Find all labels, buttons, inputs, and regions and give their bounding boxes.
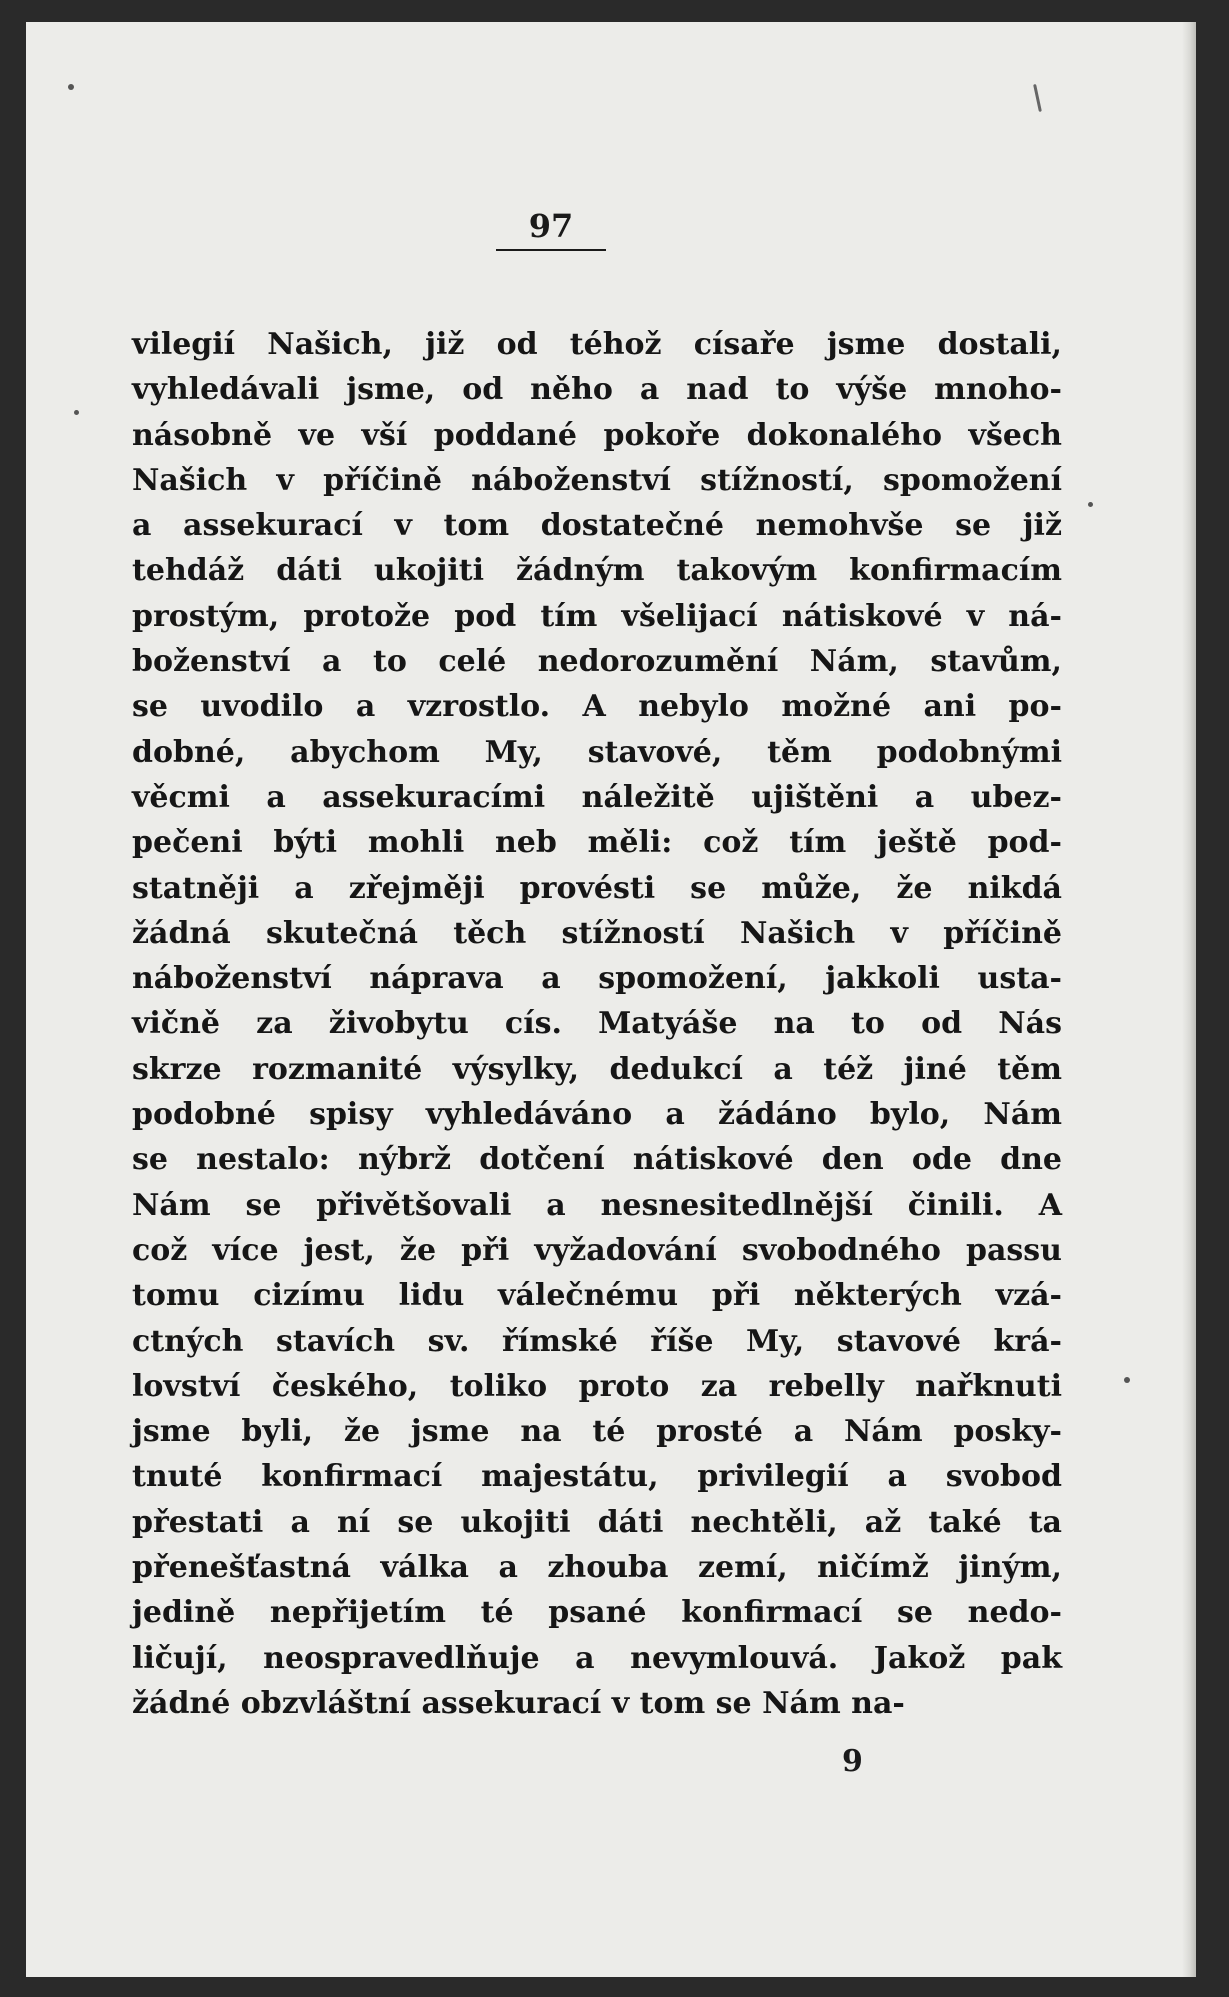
text-line: přenešťastná válka a zhouba zemí, ničímž jiným, — [132, 1550, 1062, 1586]
print-speck — [1088, 502, 1093, 507]
text-line: vilegií Našich, již od téhož císaře jsme dostali, — [132, 327, 1062, 362]
text-line: žádné obzvláštní assekurací v tom se Nám na- — [132, 1685, 905, 1721]
print-speck — [68, 84, 74, 90]
text-line: tnuté konfirmací majestátu, privilegií a svobod — [132, 1459, 1062, 1495]
text-line: jsme byli, že jsme na té prosté a Nám posky- — [132, 1414, 1062, 1450]
text-line: žádná skutečná těch stížností Našich v příčině — [132, 915, 1062, 951]
text-line: tehdáž dáti ukojiti žádným takovým konfirmacím — [132, 553, 1062, 589]
text-line: náboženství náprava a spomožení, jakkoli usta- — [132, 961, 1062, 997]
body-text — [132, 322, 1062, 1726]
text-line: vičně za živobytu cís. Matyáše na to od Nás — [132, 1006, 1062, 1042]
text-line: Nám se přivětšovali a nesnesitedlnější činili. A — [132, 1187, 1062, 1223]
signature-mark: 9 — [842, 1744, 863, 1779]
text-line: ličují, neospravedlňuje a nevymlouvá. Jakož pak — [132, 1640, 1062, 1676]
text-line: věcmi a assekuracími náležitě ujištěni a ubez- — [132, 779, 1062, 815]
text-line: vyhledávali jsme, od něho a nad to výše mnoho- — [132, 372, 1062, 408]
text-line: statněji a zřejměji provésti se může, že nikdá — [132, 870, 1062, 906]
text-line: tomu cizímu lidu válečnému při některých vzá- — [132, 1278, 1062, 1314]
print-speck — [74, 410, 79, 415]
text-line: boženství a to celé nedorozumění Nám, stavům, — [132, 644, 1062, 680]
text-line: lovství českého, toliko proto za rebelly nařknuti — [132, 1368, 1062, 1404]
print-speck — [1124, 1377, 1130, 1383]
text-line: prostým, protože pod tím všelijací nátiskové v ná- — [132, 598, 1062, 634]
text-line: a assekurací v tom dostatečné nemohvše se již — [132, 508, 1062, 544]
text-line: skrze rozmanité výsylky, dedukcí a též jiné těm — [132, 1051, 1062, 1087]
text-line: podobné spisy vyhledáváno a žádáno bylo, Nám — [132, 1097, 1062, 1133]
text-line: ctných stavích sv. římské říše My, stavové krá- — [132, 1323, 1062, 1359]
text-line: přestati a ní se ukojiti dáti nechtěli, až také ta — [132, 1504, 1062, 1540]
text-line: jedině nepřijetím té psané konfirmací se nedo- — [132, 1595, 1062, 1631]
book-page — [26, 22, 1196, 1977]
text-line: se nestalo: nýbrž dotčení nátiskové den ode dne — [132, 1142, 1062, 1178]
text-line: Našich v příčině náboženství stížností, spomožení — [132, 462, 1062, 498]
text-line: což více jest, že při vyžadování svobodného passu — [132, 1232, 1062, 1268]
text-line: dobné, abychom My, stavové, těm podobnými — [132, 734, 1062, 770]
text-line: pečeni býti mohli neb měli: což tím ještě pod- — [132, 825, 1062, 861]
text-line: násobně ve vší poddané pokoře dokonalého všech — [132, 417, 1062, 453]
page-edge-shadow — [1182, 22, 1196, 1977]
text-line: se uvodilo a vzrostlo. A nebylo možné ani po- — [132, 689, 1062, 725]
print-speck — [1033, 84, 1042, 112]
page-number: 97 — [496, 207, 606, 251]
